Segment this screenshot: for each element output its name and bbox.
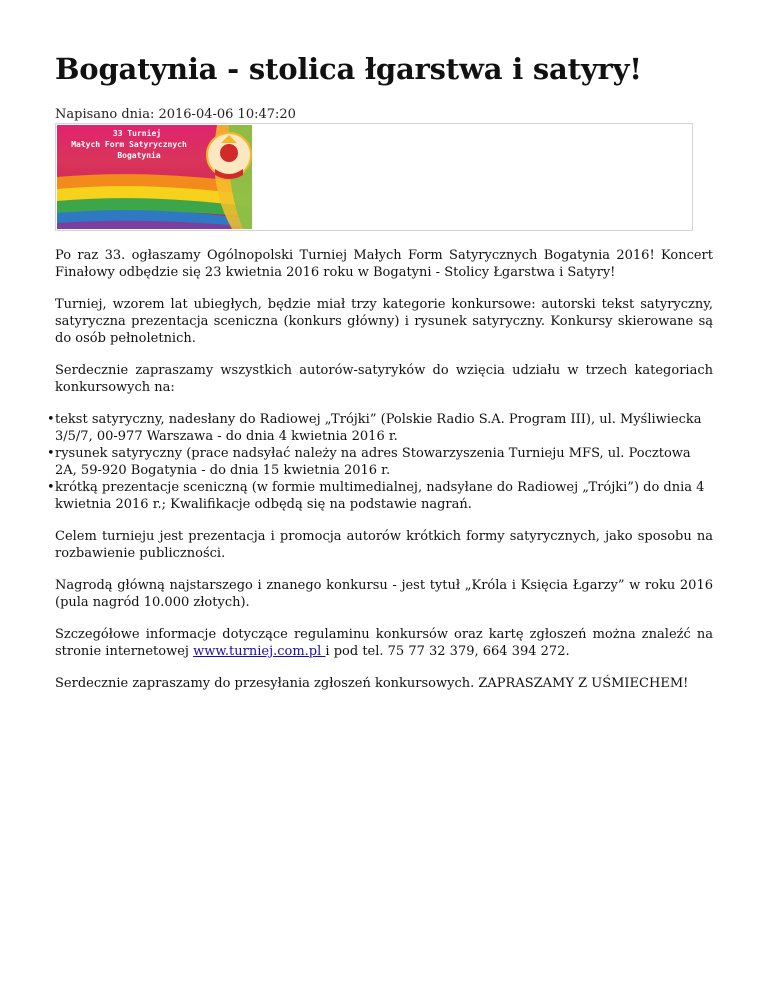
paragraph-prize: Nagrodą główną najstarszego i znanego konkursu - jest tytuł „Króla i Księcia Łgarzy” w roku 2016 (pula nagród 10.000 złotych). bbox=[55, 578, 713, 610]
website-link[interactable]: www.turniej.com.pl bbox=[193, 644, 326, 659]
post-date: Napisano dnia: 2016-04-06 10:47:20 bbox=[55, 107, 296, 122]
paragraph-intro: Po raz 33. ogłaszamy Ogólnopolski Turniej Małych Form Satyrycznych Bogatynia 2016! Koncert Finałowy odbędzie się 23 kwietnia 2016 roku w Bogatyni - Stolicy Łgarstwa i Satyry! bbox=[55, 248, 713, 280]
page-title: Bogatynia - stolica łgarstwa i satyry! bbox=[55, 52, 642, 86]
list-item: • krótką prezentacje sceniczną (w formie multimedialnej, nadsyłane do Radiowej „Trójki”) do dnia 4 kwietnia 2016 r.; Kwalifikacje odbędą się na podstawie nagrań. bbox=[47, 480, 705, 512]
list-item: • rysunek satyryczny (prace nadsyłać należy na adres Stowarzyszenia Turnieju MFS, ul. Pocztowa 2A, 59-920 Bogatynia - do dnia 15 kwietnia 2016 r. bbox=[47, 446, 691, 478]
paragraph-goal: Celem turnieju jest prezentacja i promocja autorów krótkich formy satyrycznych, jako sposobu na rozbawienie publiczności. bbox=[55, 529, 713, 561]
banner-line-2: Małych Form Satyrycznych bbox=[71, 140, 187, 149]
paragraph-closing: Serdecznie zapraszamy do przesyłania zgłoszeń konkursowych. ZAPRASZAMY Z UŚMIECHEM! bbox=[55, 676, 689, 691]
turniej-banner-image bbox=[57, 125, 252, 229]
banner-line-1: 33 Turniej bbox=[112, 129, 162, 138]
article-figure bbox=[55, 123, 693, 231]
list-item: • tekst satyryczny, nadesłany do Radiowej „Trójki” (Polskie Radio S.A. Program III), ul. Myśliwiecka 3/5/7, 00-977 Warszawa - do dnia 4 kwietnia 2016 r. bbox=[47, 412, 702, 444]
category-list bbox=[47, 411, 713, 513]
banner-line-3: Bogatynia bbox=[117, 151, 161, 160]
paragraph-categories: Turniej, wzorem lat ubiegłych, będzie miał trzy kategorie konkursowe: autorski tekst satyryczny, satyryczna prezentacja sceniczna (konkurs główny) i rysunek satyryczny. Konkursy skierowane są do osób pełnoletnich. bbox=[55, 297, 713, 346]
paragraph-invitation: Serdecznie zapraszamy wszystkich autorów-satyryków do wzięcia udziału w trzech kategoriach konkursowych na: bbox=[55, 363, 713, 395]
paragraph-details: Szczegółowe informacje dotyczące regulaminu konkursów oraz kartę zgłoszeń można znaleźć na stronie internetowej www.turniej.com.pl i pod tel. 75 77 32 379, 664 394 272. bbox=[55, 627, 713, 659]
article-body bbox=[47, 247, 713, 707]
